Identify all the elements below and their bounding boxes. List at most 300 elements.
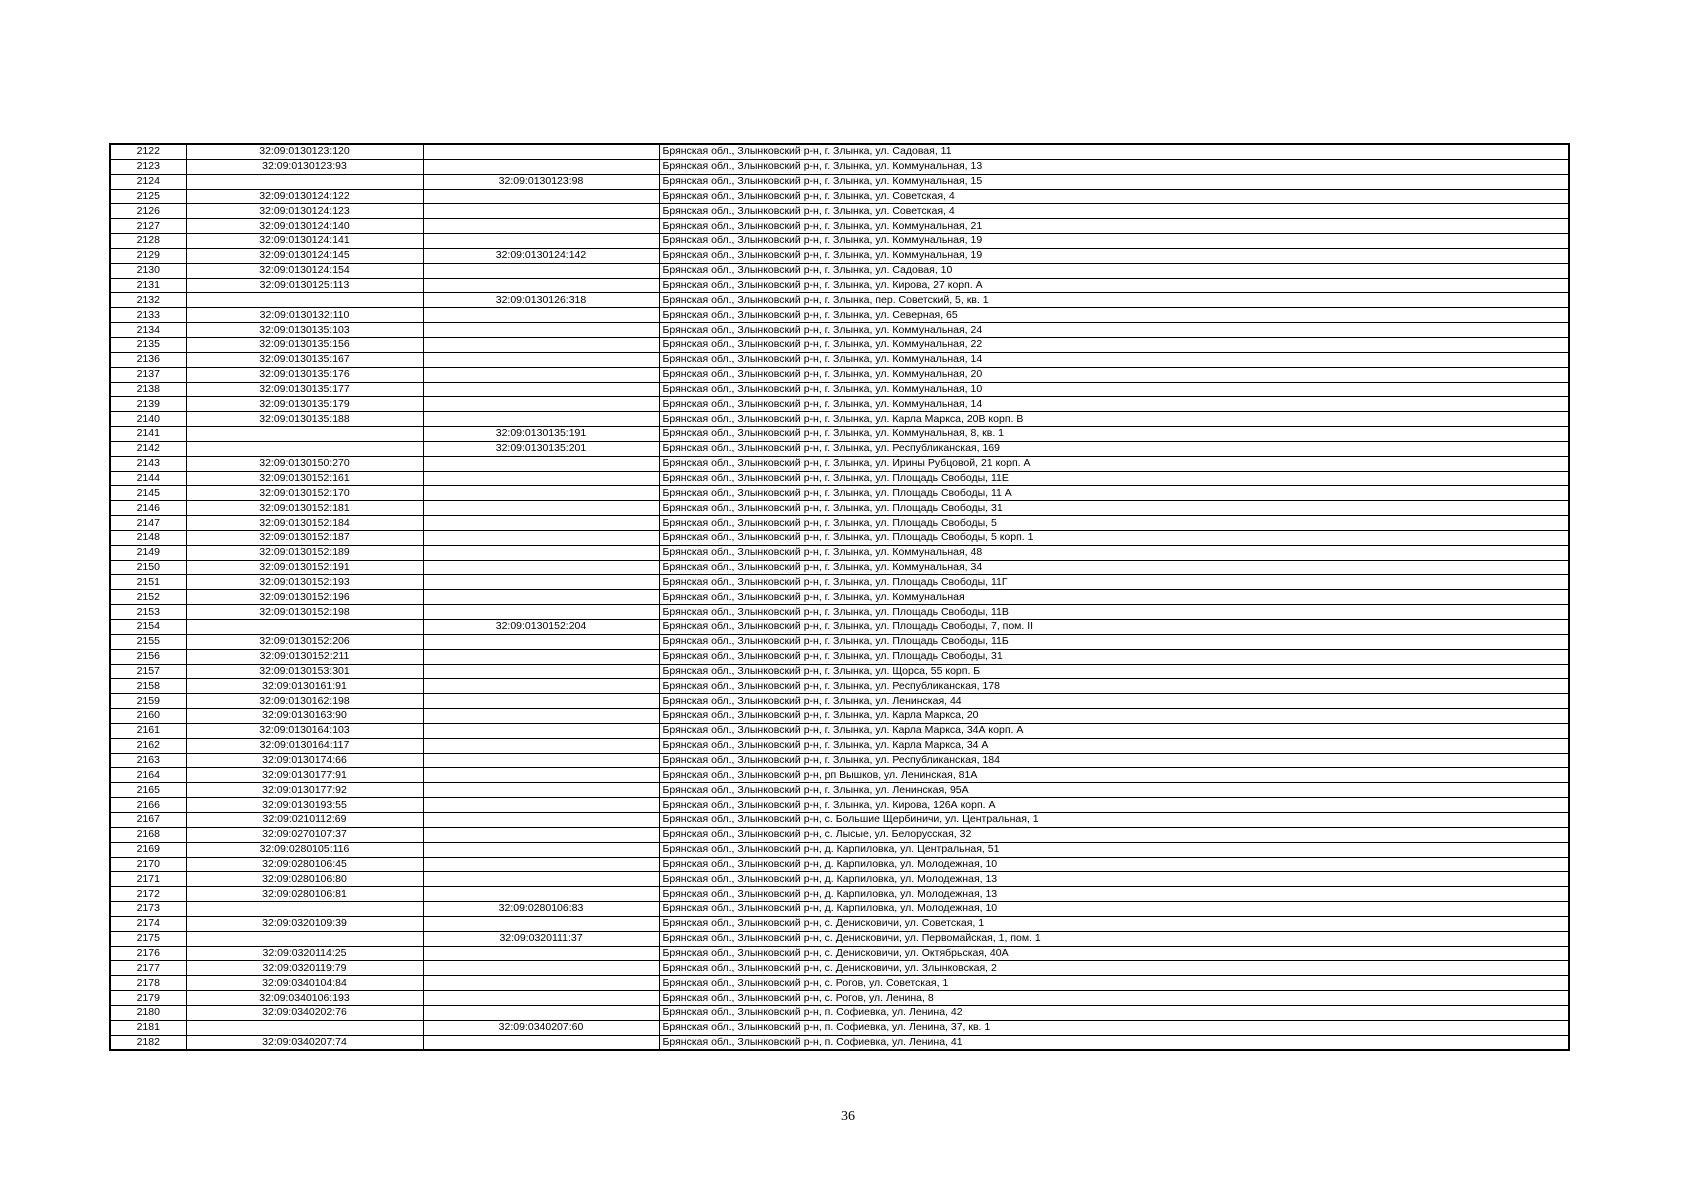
row-number-cell: 2146	[110, 501, 186, 516]
parent-cadastral-number-cell	[423, 412, 659, 427]
parent-cadastral-number-cell	[423, 753, 659, 768]
cadastral-number-cell: 32:09:0130152:206	[186, 634, 423, 649]
row-number-cell: 2143	[110, 456, 186, 471]
table-row	[110, 144, 1569, 159]
parent-cadastral-number-cell	[423, 649, 659, 664]
cadastral-number-cell: 32:09:0130132:110	[186, 308, 423, 323]
row-number-cell: 2161	[110, 723, 186, 738]
parent-cadastral-number-cell	[423, 382, 659, 397]
row-number-cell: 2175	[110, 931, 186, 946]
address-cell: Брянская обл., Злынковский р-н, г. Злынка, ул. Коммунальная, 19	[659, 234, 1569, 249]
address-cell: Брянская обл., Злынковский р-н, г. Злынка, ул. Садовая, 10	[659, 263, 1569, 278]
parent-cadastral-number-cell: 32:09:0130123:98	[423, 174, 659, 189]
row-number-cell: 2150	[110, 560, 186, 575]
parent-cadastral-number-cell	[423, 961, 659, 976]
address-cell: Брянская обл., Злынковский р-н, г. Злынка, ул. Площадь Свободы, 11Г	[659, 575, 1569, 590]
parent-cadastral-number-cell	[423, 976, 659, 991]
address-cell: Брянская обл., Злынковский р-н, д. Карпиловка, ул. Молодежная, 13	[659, 887, 1569, 902]
parent-cadastral-number-cell	[423, 842, 659, 857]
table-row	[110, 501, 1569, 516]
table-body	[110, 144, 1569, 1050]
address-cell: Брянская обл., Злынковский р-н, д. Карпиловка, ул. Центральная, 51	[659, 842, 1569, 857]
row-number-cell: 2141	[110, 427, 186, 442]
table-row	[110, 530, 1569, 545]
parent-cadastral-number-cell	[423, 887, 659, 902]
address-cell: Брянская обл., Злынковский р-н, г. Злынка, ул. Площадь Свободы, 5	[659, 516, 1569, 531]
parent-cadastral-number-cell	[423, 1005, 659, 1020]
row-number-cell: 2122	[110, 144, 186, 159]
cadastral-number-cell: 32:09:0130152:191	[186, 560, 423, 575]
parent-cadastral-number-cell: 32:09:0130124:142	[423, 248, 659, 263]
row-number-cell: 2153	[110, 605, 186, 620]
cadastral-number-cell	[186, 1020, 423, 1035]
parent-cadastral-number-cell: 32:09:0340207:60	[423, 1020, 659, 1035]
address-cell: Брянская обл., Злынковский р-н, с. Рогов, ул. Советская, 1	[659, 976, 1569, 991]
address-cell: Брянская обл., Злынковский р-н, г. Злынка, ул. Коммунальная, 21	[659, 219, 1569, 234]
parent-cadastral-number-cell	[423, 530, 659, 545]
cadastral-number-cell	[186, 441, 423, 456]
table-row	[110, 887, 1569, 902]
cadastral-number-cell: 32:09:0130135:156	[186, 337, 423, 352]
row-number-cell: 2162	[110, 738, 186, 753]
parent-cadastral-number-cell	[423, 768, 659, 783]
address-cell: Брянская обл., Злынковский р-н, г. Злынка, ул. Республиканская, 169	[659, 441, 1569, 456]
table-row	[110, 219, 1569, 234]
table-row	[110, 664, 1569, 679]
table-row	[110, 634, 1569, 649]
table-row	[110, 842, 1569, 857]
cadastral-number-cell: 32:09:0320114:25	[186, 946, 423, 961]
cadastral-number-cell: 32:09:0130123:93	[186, 159, 423, 174]
row-number-cell: 2163	[110, 753, 186, 768]
cadastral-number-cell: 32:09:0130123:120	[186, 144, 423, 159]
address-cell: Брянская обл., Злынковский р-н, г. Злынка, ул. Коммунальная	[659, 590, 1569, 605]
address-cell: Брянская обл., Злынковский р-н, д. Карпиловка, ул. Молодежная, 10	[659, 857, 1569, 872]
parent-cadastral-number-cell	[423, 204, 659, 219]
address-cell: Брянская обл., Злынковский р-н, г. Злынка, ул. Республиканская, 184	[659, 753, 1569, 768]
row-number-cell: 2166	[110, 798, 186, 813]
row-number-cell: 2147	[110, 516, 186, 531]
parent-cadastral-number-cell	[423, 798, 659, 813]
address-cell: Брянская обл., Злынковский р-н, п. Софиевка, ул. Ленина, 42	[659, 1005, 1569, 1020]
parent-cadastral-number-cell	[423, 857, 659, 872]
address-cell: Брянская обл., Злынковский р-н, г. Злынка, ул. Ленинская, 44	[659, 694, 1569, 709]
parent-cadastral-number-cell	[423, 827, 659, 842]
parent-cadastral-number-cell	[423, 634, 659, 649]
row-number-cell: 2134	[110, 323, 186, 338]
cadastral-number-cell: 32:09:0130124:141	[186, 234, 423, 249]
address-cell: Брянская обл., Злынковский р-н, г. Злынка, ул. Щорса, 55 корп. Б	[659, 664, 1569, 679]
table-row	[110, 738, 1569, 753]
parent-cadastral-number-cell	[423, 560, 659, 575]
table-row	[110, 263, 1569, 278]
address-cell: Брянская обл., Злынковский р-н, г. Злынка, ул. Коммунальная, 13	[659, 159, 1569, 174]
row-number-cell: 2165	[110, 783, 186, 798]
cadastral-number-cell	[186, 174, 423, 189]
address-cell: Брянская обл., Злынковский р-н, г. Злынка, ул. Коммунальная, 48	[659, 545, 1569, 560]
table-row	[110, 590, 1569, 605]
row-number-cell: 2152	[110, 590, 186, 605]
cadastral-number-cell: 32:09:0280105:116	[186, 842, 423, 857]
row-number-cell: 2130	[110, 263, 186, 278]
table-row	[110, 174, 1569, 189]
table-row	[110, 545, 1569, 560]
cadastral-number-cell: 32:09:0320109:39	[186, 916, 423, 931]
address-cell: Брянская обл., Злынковский р-н, г. Злынка, ул. Площадь Свободы, 5 корп. 1	[659, 530, 1569, 545]
address-cell: Брянская обл., Злынковский р-н, г. Злынка, ул. Коммунальная, 20	[659, 367, 1569, 382]
parent-cadastral-number-cell	[423, 916, 659, 931]
row-number-cell: 2129	[110, 248, 186, 263]
address-cell: Брянская обл., Злынковский р-н, г. Злынка, ул. Ирины Рубцовой, 21 корп. А	[659, 456, 1569, 471]
row-number-cell: 2168	[110, 827, 186, 842]
address-cell: Брянская обл., Злынковский р-н, г. Злынка, ул. Площадь Свободы, 11В	[659, 605, 1569, 620]
cadastral-number-cell: 32:09:0130135:176	[186, 367, 423, 382]
address-cell: Брянская обл., Злынковский р-н, г. Злынка, ул. Садовая, 11	[659, 144, 1569, 159]
parent-cadastral-number-cell: 32:09:0130135:201	[423, 441, 659, 456]
cadastral-number-cell: 32:09:0130152:181	[186, 501, 423, 516]
address-cell: Брянская обл., Злынковский р-н, г. Злынка, ул. Кирова, 126А корп. А	[659, 798, 1569, 813]
table-row	[110, 456, 1569, 471]
table-row	[110, 234, 1569, 249]
parent-cadastral-number-cell	[423, 872, 659, 887]
table-row	[110, 1020, 1569, 1035]
table-row	[110, 709, 1569, 724]
address-cell: Брянская обл., Злынковский р-н, г. Злынка, ул. Ленинская, 95А	[659, 783, 1569, 798]
address-cell: Брянская обл., Злынковский р-н, г. Злынка, ул. Площадь Свободы, 11Б	[659, 634, 1569, 649]
parent-cadastral-number-cell	[423, 812, 659, 827]
row-number-cell: 2125	[110, 189, 186, 204]
address-cell: Брянская обл., Злынковский р-н, г. Злынка, ул. Карла Маркса, 34А корп. А	[659, 723, 1569, 738]
row-number-cell: 2181	[110, 1020, 186, 1035]
row-number-cell: 2124	[110, 174, 186, 189]
cadastral-number-cell: 32:09:0130135:179	[186, 397, 423, 412]
table-row	[110, 337, 1569, 352]
address-cell: Брянская обл., Злынковский р-н, г. Злынка, ул. Коммунальная, 14	[659, 397, 1569, 412]
address-cell: Брянская обл., Злынковский р-н, г. Злынка, ул. Республиканская, 178	[659, 679, 1569, 694]
parent-cadastral-number-cell: 32:09:0320111:37	[423, 931, 659, 946]
table-row	[110, 159, 1569, 174]
cadastral-number-cell: 32:09:0130152:198	[186, 605, 423, 620]
address-cell: Брянская обл., Злынковский р-н, г. Злынка, ул. Коммунальная, 24	[659, 323, 1569, 338]
row-number-cell: 2177	[110, 961, 186, 976]
table-row	[110, 189, 1569, 204]
cadastral-number-cell: 32:09:0130152:161	[186, 471, 423, 486]
row-number-cell: 2174	[110, 916, 186, 931]
table-row	[110, 679, 1569, 694]
parent-cadastral-number-cell	[423, 397, 659, 412]
cadastral-number-cell: 32:09:0130174:66	[186, 753, 423, 768]
parent-cadastral-number-cell	[423, 219, 659, 234]
address-cell: Брянская обл., Злынковский р-н, г. Злынка, ул. Карла Маркса, 20В корп. В	[659, 412, 1569, 427]
cadastral-number-cell: 32:09:0130152:184	[186, 516, 423, 531]
table-row	[110, 798, 1569, 813]
table-row	[110, 961, 1569, 976]
address-cell: Брянская обл., Злынковский р-н, рп Вышков, ул. Ленинская, 81А	[659, 768, 1569, 783]
parent-cadastral-number-cell	[423, 144, 659, 159]
cadastral-number-cell: 32:09:0130124:122	[186, 189, 423, 204]
parent-cadastral-number-cell	[423, 234, 659, 249]
parent-cadastral-number-cell: 32:09:0280106:83	[423, 902, 659, 917]
parent-cadastral-number-cell	[423, 159, 659, 174]
parent-cadastral-number-cell	[423, 575, 659, 590]
parent-cadastral-number-cell	[423, 783, 659, 798]
table-row	[110, 931, 1569, 946]
cadastral-number-cell: 32:09:0130124:145	[186, 248, 423, 263]
row-number-cell: 2172	[110, 887, 186, 902]
cadastral-number-cell: 32:09:0130153:301	[186, 664, 423, 679]
table-row	[110, 486, 1569, 501]
table-row	[110, 916, 1569, 931]
address-cell: Брянская обл., Злынковский р-н, г. Злынка, ул. Коммунальная, 15	[659, 174, 1569, 189]
cadastral-number-cell: 32:09:0340106:193	[186, 991, 423, 1006]
row-number-cell: 2140	[110, 412, 186, 427]
address-cell: Брянская обл., Злынковский р-н, г. Злынка, ул. Карла Маркса, 20	[659, 709, 1569, 724]
address-cell: Брянская обл., Злынковский р-н, г. Злынка, ул. Коммунальная, 14	[659, 352, 1569, 367]
table-row	[110, 575, 1569, 590]
address-cell: Брянская обл., Злынковский р-н, г. Злынка, ул. Площадь Свободы, 11 А	[659, 486, 1569, 501]
row-number-cell: 2155	[110, 634, 186, 649]
parent-cadastral-number-cell	[423, 367, 659, 382]
address-cell: Брянская обл., Злынковский р-н, г. Злынка, ул. Коммунальная, 34	[659, 560, 1569, 575]
address-cell: Брянская обл., Злынковский р-н, г. Злынка, ул. Площадь Свободы, 31	[659, 649, 1569, 664]
address-cell: Брянская обл., Злынковский р-н, д. Карпиловка, ул. Молодежная, 13	[659, 872, 1569, 887]
cadastral-number-cell: 32:09:0130124:140	[186, 219, 423, 234]
table-row	[110, 278, 1569, 293]
row-number-cell: 2164	[110, 768, 186, 783]
row-number-cell: 2136	[110, 352, 186, 367]
parent-cadastral-number-cell: 32:09:0130126:318	[423, 293, 659, 308]
cadastral-number-cell: 32:09:0130177:91	[186, 768, 423, 783]
cadastral-number-cell: 32:09:0130193:55	[186, 798, 423, 813]
address-cell: Брянская обл., Злынковский р-н, г. Злынка, ул. Коммунальная, 10	[659, 382, 1569, 397]
parent-cadastral-number-cell	[423, 308, 659, 323]
cadastral-number-cell	[186, 427, 423, 442]
table-row	[110, 427, 1569, 442]
table-row	[110, 367, 1569, 382]
address-cell: Брянская обл., Злынковский р-н, г. Злынка, ул. Северная, 65	[659, 308, 1569, 323]
cadastral-number-cell: 32:09:0130152:196	[186, 590, 423, 605]
table-row	[110, 382, 1569, 397]
table-row	[110, 248, 1569, 263]
row-number-cell: 2133	[110, 308, 186, 323]
address-cell: Брянская обл., Злынковский р-н, г. Злынка, пер. Советский, 5, кв. 1	[659, 293, 1569, 308]
address-cell: Брянская обл., Злынковский р-н, г. Злынка, ул. Площадь Свободы, 7, пом. II	[659, 620, 1569, 635]
cadastral-number-cell: 32:09:0130150:270	[186, 456, 423, 471]
parent-cadastral-number-cell: 32:09:0130135:191	[423, 427, 659, 442]
address-cell: Брянская обл., Злынковский р-н, г. Злынка, ул. Коммунальная, 8, кв. 1	[659, 427, 1569, 442]
cadastral-number-cell: 32:09:0130135:103	[186, 323, 423, 338]
cadastral-number-cell: 32:09:0320119:79	[186, 961, 423, 976]
address-cell: Брянская обл., Злынковский р-н, п. Софиевка, ул. Ленина, 41	[659, 1035, 1569, 1050]
table-row	[110, 872, 1569, 887]
address-cell: Брянская обл., Злынковский р-н, г. Злынка, ул. Коммунальная, 22	[659, 337, 1569, 352]
parent-cadastral-number-cell	[423, 590, 659, 605]
table-row	[110, 694, 1569, 709]
parent-cadastral-number-cell	[423, 1035, 659, 1050]
table-row	[110, 723, 1569, 738]
address-cell: Брянская обл., Злынковский р-н, с. Большие Щербиничи, ул. Центральная, 1	[659, 812, 1569, 827]
parent-cadastral-number-cell	[423, 723, 659, 738]
table-row	[110, 560, 1569, 575]
address-cell: Брянская обл., Злынковский р-н, г. Злынка, ул. Площадь Свободы, 31	[659, 501, 1569, 516]
page-number: 36	[841, 1109, 855, 1124]
row-number-cell: 2176	[110, 946, 186, 961]
parent-cadastral-number-cell	[423, 323, 659, 338]
parent-cadastral-number-cell	[423, 605, 659, 620]
row-number-cell: 2182	[110, 1035, 186, 1050]
cadastral-number-cell: 32:09:0270107:37	[186, 827, 423, 842]
address-cell: Брянская обл., Злынковский р-н, с. Денисковичи, ул. Октябрьская, 40А	[659, 946, 1569, 961]
row-number-cell: 2148	[110, 530, 186, 545]
row-number-cell: 2144	[110, 471, 186, 486]
table-row	[110, 1035, 1569, 1050]
cadastral-number-cell: 32:09:0280106:81	[186, 887, 423, 902]
row-number-cell: 2151	[110, 575, 186, 590]
parent-cadastral-number-cell	[423, 263, 659, 278]
address-cell: Брянская обл., Злынковский р-н, с. Денисковичи, ул. Советская, 1	[659, 916, 1569, 931]
table-row	[110, 946, 1569, 961]
parent-cadastral-number-cell	[423, 545, 659, 560]
row-number-cell: 2127	[110, 219, 186, 234]
cadastral-number-cell: 32:09:0130164:103	[186, 723, 423, 738]
address-cell: Брянская обл., Злынковский р-н, с. Денисковичи, ул. Первомайская, 1, пом. 1	[659, 931, 1569, 946]
parent-cadastral-number-cell	[423, 456, 659, 471]
cadastral-number-cell: 32:09:0130135:167	[186, 352, 423, 367]
cadastral-number-cell: 32:09:0130163:90	[186, 709, 423, 724]
table-row	[110, 902, 1569, 917]
address-cell: Брянская обл., Злынковский р-н, г. Злынка, ул. Карла Маркса, 34 А	[659, 738, 1569, 753]
parent-cadastral-number-cell: 32:09:0130152:204	[423, 620, 659, 635]
parent-cadastral-number-cell	[423, 738, 659, 753]
property-register-table	[109, 143, 1570, 1051]
address-cell: Брянская обл., Злынковский р-н, д. Карпиловка, ул. Молодежная, 10	[659, 902, 1569, 917]
row-number-cell: 2145	[110, 486, 186, 501]
row-number-cell: 2157	[110, 664, 186, 679]
cadastral-number-cell: 32:09:0340104:84	[186, 976, 423, 991]
parent-cadastral-number-cell	[423, 337, 659, 352]
row-number-cell: 2139	[110, 397, 186, 412]
parent-cadastral-number-cell	[423, 189, 659, 204]
row-number-cell: 2170	[110, 857, 186, 872]
table-row	[110, 857, 1569, 872]
parent-cadastral-number-cell	[423, 501, 659, 516]
table-row	[110, 753, 1569, 768]
row-number-cell: 2169	[110, 842, 186, 857]
cadastral-number-cell: 32:09:0130124:154	[186, 263, 423, 278]
table-row	[110, 605, 1569, 620]
row-number-cell: 2156	[110, 649, 186, 664]
cadastral-number-cell: 32:09:0280106:80	[186, 872, 423, 887]
cadastral-number-cell: 32:09:0130152:211	[186, 649, 423, 664]
cadastral-number-cell: 32:09:0340202:76	[186, 1005, 423, 1020]
address-cell: Брянская обл., Злынковский р-н, г. Злынка, ул. Коммунальная, 19	[659, 248, 1569, 263]
cadastral-number-cell: 32:09:0130164:117	[186, 738, 423, 753]
cadastral-number-cell: 32:09:0130152:187	[186, 530, 423, 545]
row-number-cell: 2179	[110, 991, 186, 1006]
parent-cadastral-number-cell	[423, 694, 659, 709]
table-row	[110, 976, 1569, 991]
row-number-cell: 2178	[110, 976, 186, 991]
table-row	[110, 397, 1569, 412]
address-cell: Брянская обл., Злынковский р-н, г. Злынка, ул. Советская, 4	[659, 204, 1569, 219]
cadastral-number-cell: 32:09:0130152:170	[186, 486, 423, 501]
table-row	[110, 827, 1569, 842]
row-number-cell: 2138	[110, 382, 186, 397]
parent-cadastral-number-cell	[423, 471, 659, 486]
row-number-cell: 2167	[110, 812, 186, 827]
address-cell: Брянская обл., Злынковский р-н, г. Злынка, ул. Кирова, 27 корп. А	[659, 278, 1569, 293]
row-number-cell: 2135	[110, 337, 186, 352]
row-number-cell: 2158	[110, 679, 186, 694]
cadastral-number-cell: 32:09:0130177:92	[186, 783, 423, 798]
parent-cadastral-number-cell	[423, 352, 659, 367]
parent-cadastral-number-cell	[423, 709, 659, 724]
cadastral-number-cell: 32:09:0130125:113	[186, 278, 423, 293]
cadastral-number-cell	[186, 620, 423, 635]
table-row	[110, 293, 1569, 308]
parent-cadastral-number-cell	[423, 679, 659, 694]
address-cell: Брянская обл., Злынковский р-н, г. Злынка, ул. Советская, 4	[659, 189, 1569, 204]
cadastral-number-cell: 32:09:0280106:45	[186, 857, 423, 872]
table-row	[110, 352, 1569, 367]
table-row	[110, 441, 1569, 456]
parent-cadastral-number-cell	[423, 516, 659, 531]
address-cell: Брянская обл., Злынковский р-н, п. Софиевка, ул. Ленина, 37, кв. 1	[659, 1020, 1569, 1035]
table-row	[110, 516, 1569, 531]
row-number-cell: 2132	[110, 293, 186, 308]
parent-cadastral-number-cell	[423, 486, 659, 501]
cadastral-number-cell: 32:09:0340207:74	[186, 1035, 423, 1050]
row-number-cell: 2142	[110, 441, 186, 456]
row-number-cell: 2171	[110, 872, 186, 887]
table-row	[110, 1005, 1569, 1020]
table-row	[110, 471, 1569, 486]
row-number-cell: 2137	[110, 367, 186, 382]
row-number-cell: 2154	[110, 620, 186, 635]
address-cell: Брянская обл., Злынковский р-н, с. Лысые, ул. Белорусская, 32	[659, 827, 1569, 842]
row-number-cell: 2123	[110, 159, 186, 174]
table-row	[110, 620, 1569, 635]
cadastral-number-cell: 32:09:0210112:69	[186, 812, 423, 827]
row-number-cell: 2131	[110, 278, 186, 293]
cadastral-number-cell: 32:09:0130162:198	[186, 694, 423, 709]
row-number-cell: 2180	[110, 1005, 186, 1020]
row-number-cell: 2126	[110, 204, 186, 219]
parent-cadastral-number-cell	[423, 664, 659, 679]
row-number-cell: 2173	[110, 902, 186, 917]
table-row	[110, 204, 1569, 219]
row-number-cell: 2159	[110, 694, 186, 709]
cadastral-number-cell: 32:09:0130135:188	[186, 412, 423, 427]
cadastral-number-cell	[186, 931, 423, 946]
table-row	[110, 991, 1569, 1006]
cadastral-number-cell: 32:09:0130161:91	[186, 679, 423, 694]
parent-cadastral-number-cell	[423, 991, 659, 1006]
table-row	[110, 812, 1569, 827]
cadastral-number-cell: 32:09:0130152:189	[186, 545, 423, 560]
cadastral-number-cell: 32:09:0130152:193	[186, 575, 423, 590]
table-row	[110, 412, 1569, 427]
row-number-cell: 2149	[110, 545, 186, 560]
address-cell: Брянская обл., Злынковский р-н, г. Злынка, ул. Площадь Свободы, 11Е	[659, 471, 1569, 486]
parent-cadastral-number-cell	[423, 278, 659, 293]
cadastral-number-cell	[186, 293, 423, 308]
cadastral-number-cell	[186, 902, 423, 917]
address-cell: Брянская обл., Злынковский р-н, с. Денисковичи, ул. Злынковская, 2	[659, 961, 1569, 976]
cadastral-number-cell: 32:09:0130135:177	[186, 382, 423, 397]
table-row	[110, 783, 1569, 798]
table-row	[110, 323, 1569, 338]
